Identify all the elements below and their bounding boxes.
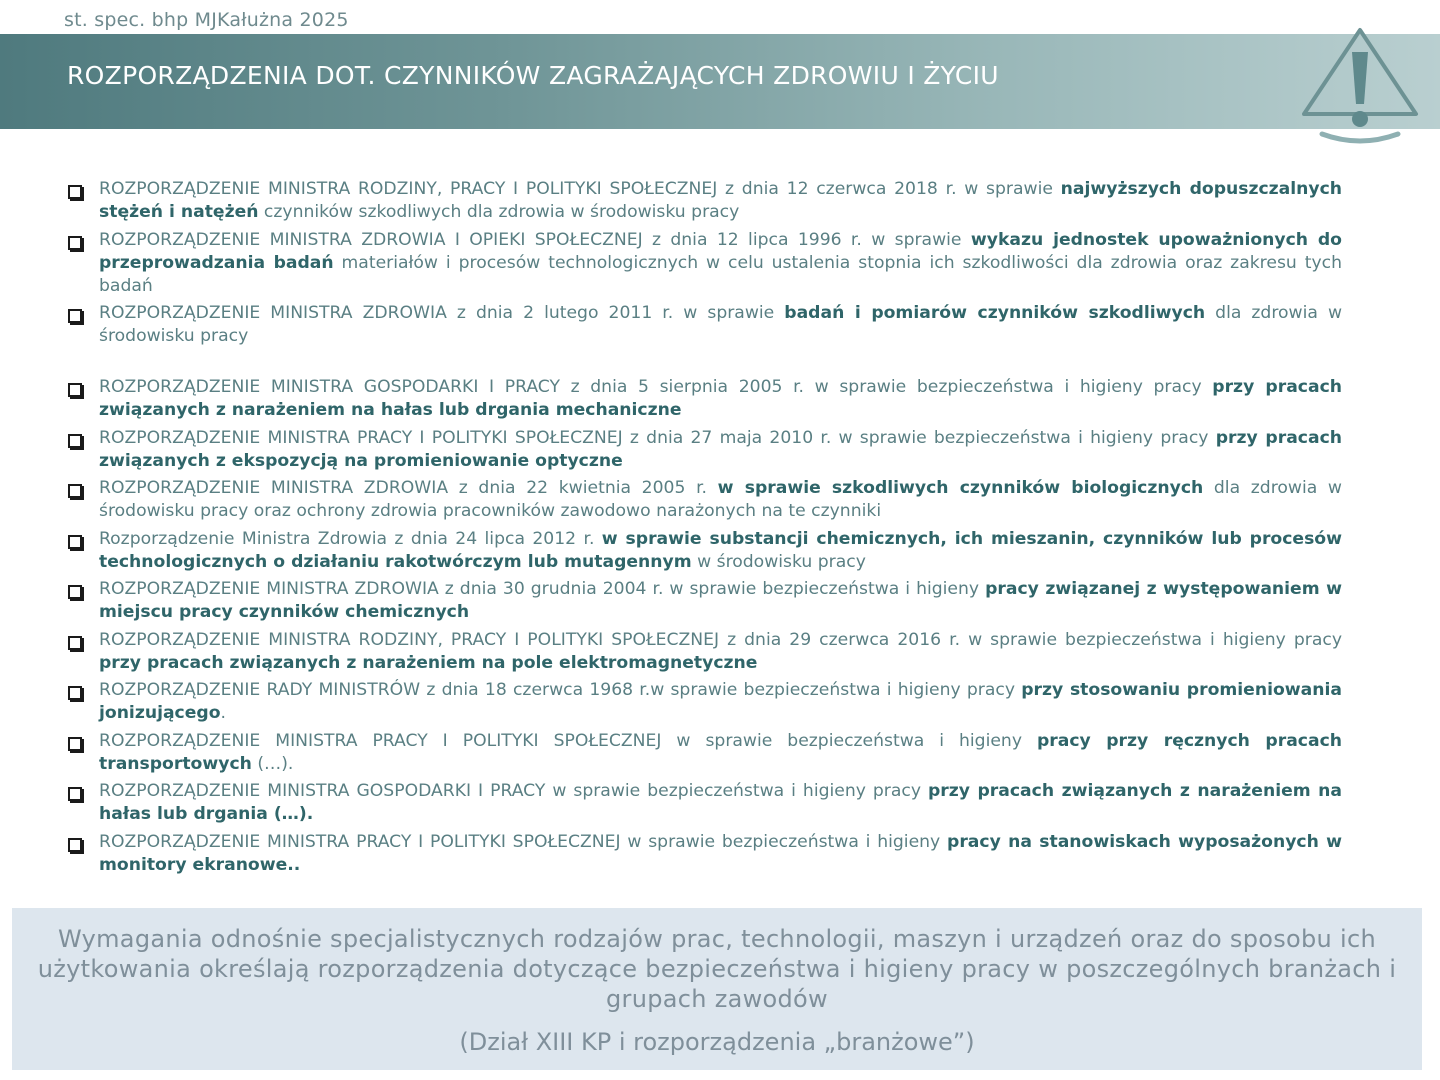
list-item: ROZPORZĄDZENIE MINISTRA RODZINY, PRACY I POLITYKI SPOŁECZNEJ z dnia 12 czerwca 2018 r. w sprawie najwyższych dopuszczalnych stężeń i natężeń czynników szkodliwych dla zdrowia w środowisku pracy [66,178,1342,224]
list-item: Rozporządzenie Ministra Zdrowia z dnia 24 lipca 2012 r. w sprawie substancji chemicznych, ich mieszanin, czynników lub procesów technologicznych o działaniu rakotwórczym lub mutagennym w środowisku pracy [66,528,1342,574]
author-credit: st. spec. bhp MJKałużna 2025 [64,9,349,31]
list-item: ROZPORZĄDZENIE MINISTRA ZDROWIA z dnia 30 grudnia 2004 r. w sprawie bezpieczeństwa i higieny pracy związanej z występowaniem w miejscu pracy czynników chemicznych [66,578,1342,624]
list-item: ROZPORZĄDZENIE MINISTRA RODZINY, PRACY I POLITYKI SPOŁECZNEJ z dnia 29 czerwca 2016 r. w sprawie bezpieczeństwa i higieny pracy przy pracach związanych z narażeniem na pole elektromagnetyczne [66,629,1342,675]
checkbox-bullet-icon [68,585,82,599]
checkbox-bullet-icon [68,737,82,751]
checkbox-bullet-icon [68,484,82,498]
checkbox-bullet-icon [68,185,82,199]
checkbox-bullet-icon [68,383,82,397]
summary-reference: (Dział XIII KP i rozporządzenia „branżowe”) [459,1028,975,1056]
page-title: ROZPORZĄDZENIA DOT. CZYNNIKÓW ZAGRAŻAJĄCYCH ZDROWIU I ŻYCIU [67,61,999,90]
list-item: ROZPORZĄDZENIE RADY MINISTRÓW z dnia 18 czerwca 1968 r.w sprawie bezpieczeństwa i higieny pracy przy stosowaniu promieniowania jonizującego. [66,679,1342,725]
checkbox-bullet-icon [68,535,82,549]
list-item: ROZPORZĄDZENIE MINISTRA ZDROWIA I OPIEKI SPOŁECZNEJ z dnia 12 lipca 1996 r. w sprawie wykazu jednostek upoważnionych do przeprowadzania badań materiałów i procesów technologicznych w celu ustalenia stopnia ich szkodliwości dla zdrowia oraz zakresu tych badań [66,229,1342,298]
list-item: ROZPORZĄDZENIE MINISTRA PRACY I POLITYKI SPOŁECZNEJ w sprawie bezpieczeństwa i higieny pracy na stanowiskach wyposażonych w monitory ekranowe.. [66,831,1342,877]
warning-triangle-icon [1296,22,1424,146]
checkbox-bullet-icon [68,236,82,250]
list-item: ROZPORZĄDZENIE MINISTRA GOSPODARKI I PRACY w sprawie bezpieczeństwa i higieny pracy przy pracach związanych z narażeniem na hałas lub drgania (…). [66,780,1342,826]
regulations-list [66,178,1342,881]
list-item: ROZPORZĄDZENIE MINISTRA GOSPODARKI I PRACY z dnia 5 sierpnia 2005 r. w sprawie bezpieczeństwa i higieny pracy przy pracach związanych z narażeniem na hałas lub drgania mechaniczne [66,376,1342,422]
summary-box [12,908,1422,1070]
checkbox-bullet-icon [68,787,82,801]
list-item: ROZPORZĄDZENIE MINISTRA ZDROWIA z dnia 22 kwietnia 2005 r. w sprawie szkodliwych czynników biologicznych dla zdrowia w środowisku pracy oraz ochrony zdrowia pracowników zawodowo narażonych na te czynniki [66,477,1342,523]
list-item: ROZPORZĄDZENIE MINISTRA ZDROWIA z dnia 2 lutego 2011 r. w sprawie badań i pomiarów czynników szkodliwych dla zdrowia w środowisku pracy [66,302,1342,348]
checkbox-bullet-icon [68,434,82,448]
checkbox-bullet-icon [68,838,82,852]
list-item: ROZPORZĄDZENIE MINISTRA PRACY I POLITYKI SPOŁECZNEJ w sprawie bezpieczeństwa i higieny pracy przy ręcznych pracach transportowych (…). [66,730,1342,776]
checkbox-bullet-icon [68,686,82,700]
checkbox-bullet-icon [68,309,82,323]
title-banner [0,34,1440,129]
list-item: ROZPORZĄDZENIE MINISTRA PRACY I POLITYKI SPOŁECZNEJ z dnia 27 maja 2010 r. w sprawie bezpieczeństwa i higieny pracy przy pracach związanych z ekspozycją na promieniowanie optyczne [66,427,1342,473]
checkbox-bullet-icon [68,636,82,650]
summary-text: Wymagania odnośnie specjalistycznych rodzajów prac, technologii, maszyn i urządzeń oraz do sposobu ich użytkowania określają rozporządzenia dotyczące bezpieczeństwa i higieny pracy w poszczególnych branżach i grupach zawodów [37,925,1397,1013]
